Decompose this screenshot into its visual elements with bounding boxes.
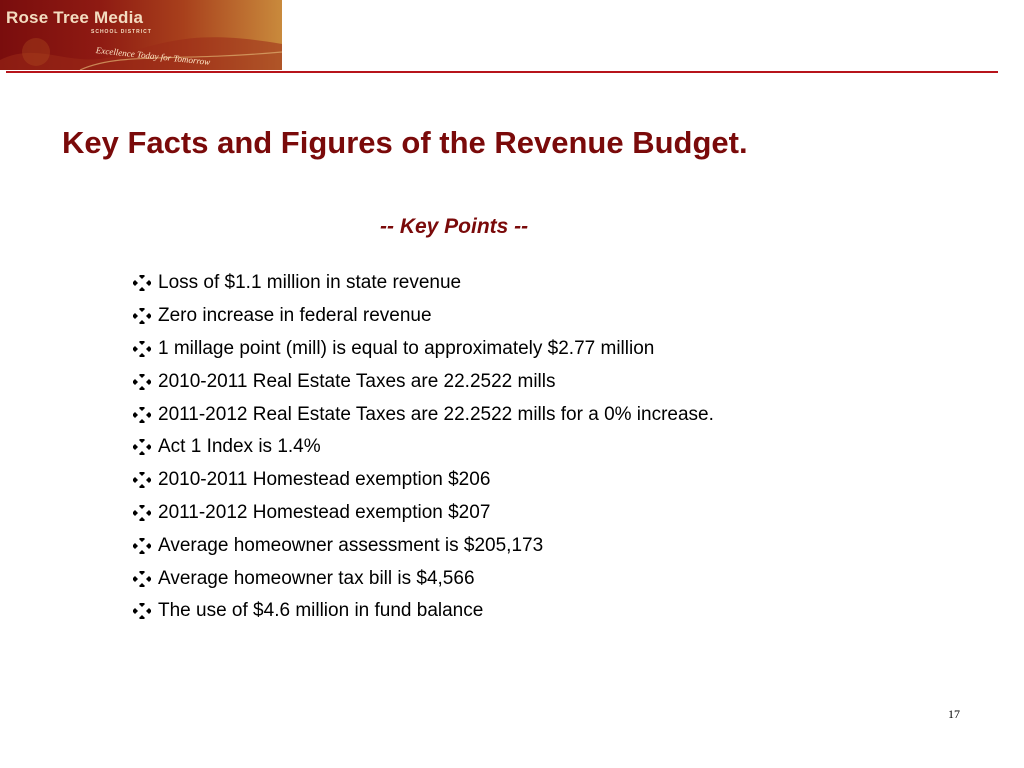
bullet-text: 2010-2011 Real Estate Taxes are 22.2522 mills — [158, 370, 556, 392]
four-diamond-bullet-icon — [133, 603, 151, 619]
four-diamond-bullet-icon — [133, 407, 151, 423]
four-diamond-bullet-icon — [133, 538, 151, 554]
bullet-text: Loss of $1.1 million in state revenue — [158, 272, 462, 294]
slide-title: Key Facts and Figures of the Revenue Budget. — [62, 125, 748, 160]
four-diamond-bullet-icon — [133, 571, 151, 587]
four-diamond-bullet-icon — [133, 341, 151, 357]
bullet-text: Average homeowner assessment is $205,173 — [158, 534, 544, 556]
bullet-text: 2010-2011 Homestead exemption $206 — [158, 469, 491, 491]
bullet-text: The use of $4.6 million in fund balance — [158, 600, 484, 622]
logo-subtitle: SCHOOL DISTRICT — [91, 29, 152, 35]
four-diamond-bullet-icon — [133, 472, 151, 488]
logo-name: Rose Tree Media — [6, 8, 144, 27]
bullet-item — [133, 464, 714, 497]
bullet-item — [133, 300, 714, 333]
four-diamond-bullet-icon — [133, 439, 151, 455]
bullet-text: Act 1 Index is 1.4% — [158, 436, 321, 458]
bullet-item — [133, 333, 714, 366]
header-divider — [6, 71, 998, 73]
bullet-text: Zero increase in federal revenue — [158, 305, 432, 327]
key-points-heading: -- Key Points -- — [380, 215, 529, 238]
key-points-list — [133, 267, 714, 628]
bullet-item — [133, 529, 714, 562]
bullet-text: 2011-2012 Real Estate Taxes are 22.2522 mills for a 0% increase. — [158, 403, 714, 425]
page-number: 17 — [948, 707, 960, 721]
bullet-item — [133, 497, 714, 530]
bullet-text: 2011-2012 Homestead exemption $207 — [158, 501, 491, 523]
bullet-text: Average homeowner tax bill is $4,566 — [158, 567, 475, 589]
bullet-item — [133, 365, 714, 398]
bullet-item — [133, 562, 714, 595]
bullet-item — [133, 267, 714, 300]
bullet-item — [133, 398, 714, 431]
four-diamond-bullet-icon — [133, 505, 151, 521]
four-diamond-bullet-icon — [133, 308, 151, 324]
district-logo — [0, 0, 282, 70]
bullet-item — [133, 431, 714, 464]
logo-tagline: Excellence Today for Tomorrow — [95, 45, 211, 67]
bullet-text: 1 millage point (mill) is equal to approximately $2.77 million — [158, 337, 655, 359]
four-diamond-bullet-icon — [133, 275, 151, 291]
bullet-item — [133, 595, 714, 628]
four-diamond-bullet-icon — [133, 374, 151, 390]
